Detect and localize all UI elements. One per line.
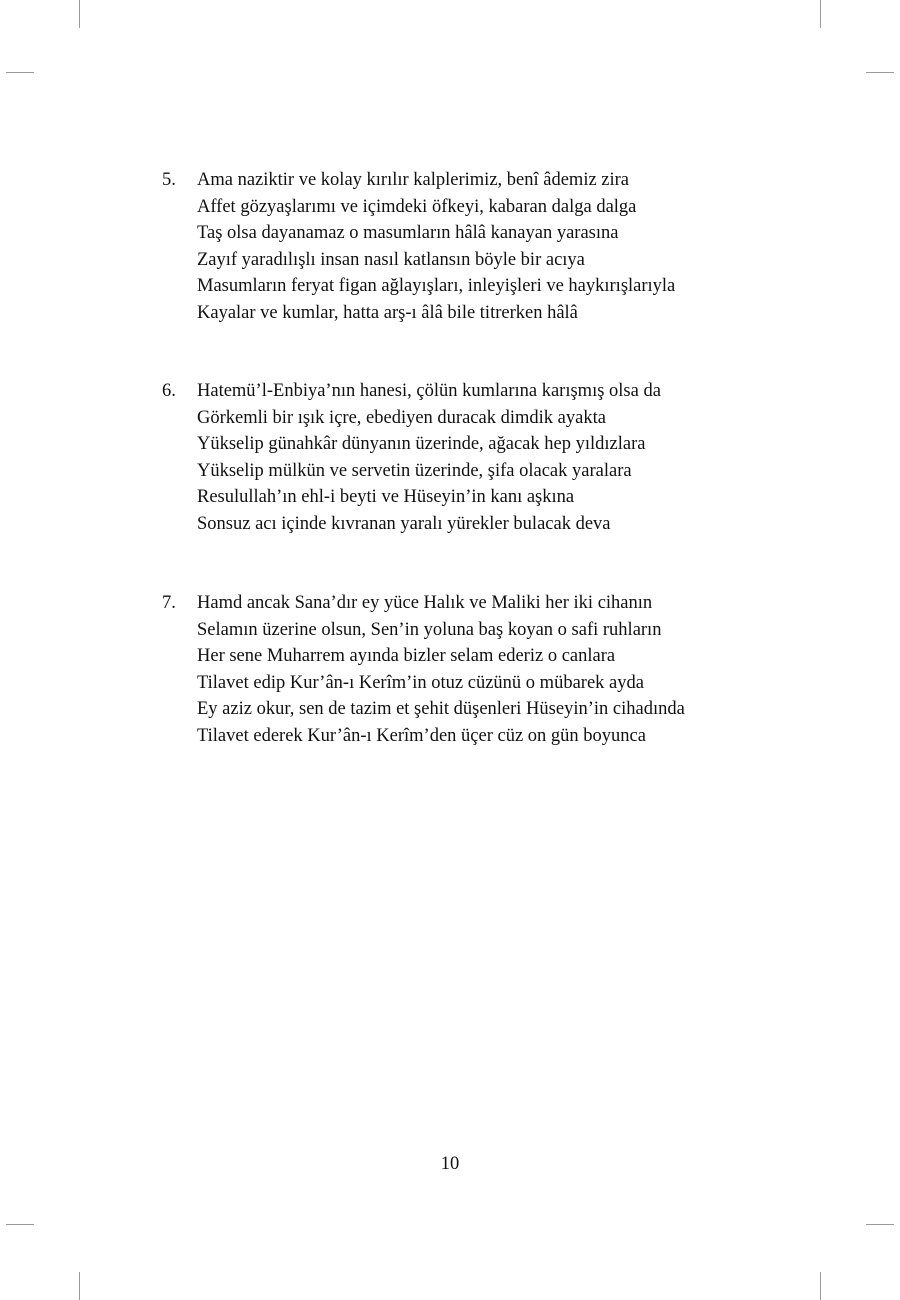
- stanza-7: [162, 590, 802, 750]
- verse-line: Affet gözyaşlarımı ve içimdeki öfkeyi, kabaran dalga dalga: [197, 196, 637, 217]
- verse-line: Sonsuz acı içinde kıvranan yaralı yürekler bulacak deva: [197, 513, 611, 534]
- crop-mark-bottom-left-vertical: [79, 1272, 80, 1300]
- verse-line: Hamd ancak Sana’dır ey yüce Halık ve Maliki her iki cihanın: [197, 593, 653, 613]
- verse-line: Zayıf yaradılışlı insan nasıl katlansın böyle bir acıya: [197, 249, 585, 270]
- stanza-6: [162, 378, 802, 538]
- verse-line: Ey aziz okur, sen de tazim et şehit düşenleri Hüseyin’in cihadında: [197, 699, 685, 720]
- stanza-5: [162, 167, 802, 327]
- stanza-lines: [197, 378, 802, 538]
- crop-mark-bottom-left-horizontal: [6, 1224, 34, 1225]
- verse-line: Her sene Muharrem ayında bizler selam ederiz o canlara: [197, 646, 616, 667]
- crop-mark-bottom-right-vertical: [820, 1272, 821, 1300]
- stanza-number: 7.: [162, 593, 176, 613]
- crop-mark-top-left-horizontal: [6, 72, 34, 73]
- page-number: 10: [440, 1154, 460, 1174]
- verse-line: Tilavet edip Kur’ân-ı Kerîm’in otuz cüzünü o mübarek ayda: [197, 672, 644, 693]
- verse-line: Yükselip mülkün ve servetin üzerinde, şifa olacak yaralara: [197, 460, 632, 481]
- crop-mark-top-left-vertical: [79, 0, 80, 28]
- verse-line: Masumların feryat figan ağlayışları, inleyişleri ve haykırışlarıyla: [197, 276, 676, 297]
- verse-line: Resulullah’ın ehl-i beyti ve Hüseyin’in kanı aşkına: [197, 487, 575, 508]
- verse-line: Taş olsa dayanamaz o masumların hâlâ kanayan yarasına: [197, 223, 619, 244]
- crop-mark-top-right-horizontal: [866, 72, 894, 73]
- verse-line: Tilavet ederek Kur’ân-ı Kerîm’den üçer cüz on gün boyunca: [197, 725, 646, 746]
- verse-line: Ama naziktir ve kolay kırılır kalplerimiz, benî âdemiz zira: [197, 170, 630, 190]
- crop-mark-top-right-vertical: [820, 0, 821, 28]
- verse-line: Hatemü’l-Enbiya’nın hanesi, çölün kumlarına karışmış olsa da: [197, 381, 661, 401]
- stanza-lines: [197, 590, 802, 750]
- verse-line: Kayalar ve kumlar, hatta arş-ı âlâ bile titrerken hâlâ: [197, 302, 578, 323]
- stanza-lines: [197, 167, 802, 327]
- verse-line: Görkemli bir ışık içre, ebediyen duracak dimdik ayakta: [197, 407, 606, 428]
- crop-mark-bottom-right-horizontal: [866, 1224, 894, 1225]
- stanza-number: 6.: [162, 381, 176, 401]
- verse-line: Yükselip günahkâr dünyanın üzerinde, ağacak hep yıldızlara: [197, 434, 646, 455]
- verse-line: Selamın üzerine olsun, Sen’in yoluna baş koyan o safi ruhların: [197, 619, 662, 640]
- stanza-number: 5.: [162, 170, 176, 190]
